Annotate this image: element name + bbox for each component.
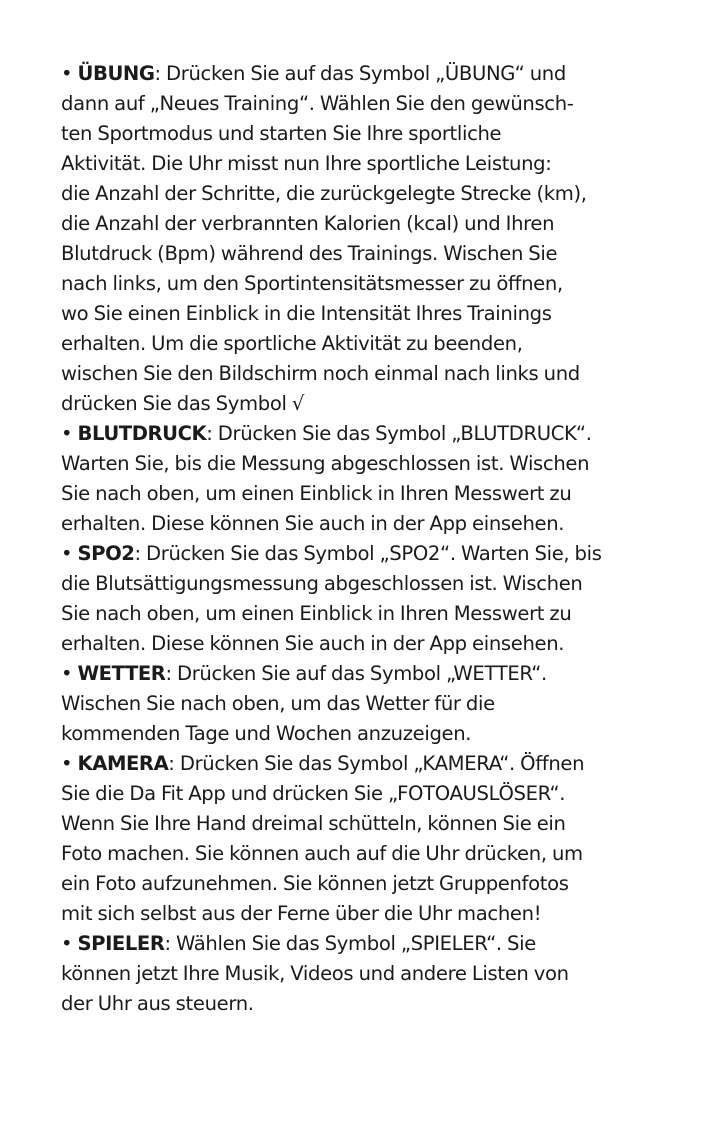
section-blutdruck	[61, 419, 661, 539]
section-first-line: • BLUTDRUCK: Drücken Sie das Symbol „BLUTDRUCK“.	[61, 422, 592, 445]
section-heading: SPO2	[77, 542, 135, 565]
section-heading: BLUTDRUCK	[77, 422, 207, 445]
body-line: Aktivität. Die Uhr misst nun Ihre sportliche Leistung:	[61, 152, 552, 175]
section-kamera	[61, 749, 661, 929]
body-line: Sie die Da Fit App und drücken Sie „FOTOAUSLÖSER“.	[61, 782, 566, 805]
body-line: dann auf „Neues Training“. Wählen Sie den gewünsch-	[61, 92, 574, 115]
body-line: Sie nach oben, um einen Einblick in Ihren Messwert zu	[61, 482, 572, 505]
body-line: wischen Sie den Bildschirm noch einmal nach links und	[61, 362, 580, 385]
section-heading: SPIELER	[77, 932, 165, 955]
section-wetter	[61, 659, 661, 749]
section-text: : Wählen Sie das Symbol „SPIELER“. Sie	[164, 932, 536, 955]
body-line: Foto machen. Sie können auch auf die Uhr drücken, um	[61, 842, 583, 865]
body-line: können jetzt Ihre Musik, Videos und andere Listen von	[61, 962, 569, 985]
body-line: erhalten. Diese können Sie auch in der App einsehen.	[61, 632, 565, 655]
section-spo2	[61, 539, 661, 659]
body-line: erhalten. Um die sportliche Aktivität zu beenden,	[61, 332, 523, 355]
section-heading: ÜBUNG	[77, 62, 155, 85]
section-heading: WETTER	[77, 662, 166, 685]
manual-page	[61, 59, 661, 1019]
body-line: nach links, um den Sportintensitätsmesser zu öffnen,	[61, 272, 563, 295]
section-text: : Drücken Sie auf das Symbol „WETTER“.	[165, 662, 547, 685]
section-text: : Drücken Sie das Symbol „BLUTDRUCK“.	[206, 422, 592, 445]
body-line: die Blutsättigungsmessung abgeschlossen ist. Wischen	[61, 572, 583, 595]
section-first-line: • KAMERA: Drücken Sie das Symbol „KAMERA“. Öffnen	[61, 752, 585, 775]
section-spieler	[61, 929, 661, 1019]
body-line: drücken Sie das Symbol √	[61, 392, 304, 415]
body-line: Wenn Sie Ihre Hand dreimal schütteln, können Sie ein	[61, 812, 566, 835]
body-line: Warten Sie, bis die Messung abgeschlossen ist. Wischen	[61, 452, 590, 475]
body-line: der Uhr aus steuern.	[61, 992, 254, 1015]
section-first-line: • WETTER: Drücken Sie auf das Symbol „WETTER“.	[61, 662, 547, 685]
section-text: : Drücken Sie das Symbol „KAMERA“. Öffnen	[168, 752, 585, 775]
body-line: ein Foto aufzunehmen. Sie können jetzt Gruppenfotos	[61, 872, 569, 895]
body-line: die Anzahl der verbrannten Kalorien (kcal) und Ihren	[61, 212, 555, 235]
body-line: Blutdruck (Bpm) während des Trainings. Wischen Sie	[61, 242, 558, 265]
section-uebung	[61, 59, 661, 419]
section-text: : Drücken Sie das Symbol „SPO2“. Warten Sie, bis	[134, 542, 602, 565]
body-line: Wischen Sie nach oben, um das Wetter für die	[61, 692, 495, 715]
section-first-line: • SPIELER: Wählen Sie das Symbol „SPIELER“. Sie	[61, 932, 536, 955]
body-line: mit sich selbst aus der Ferne über die Uhr machen!	[61, 902, 542, 925]
body-line: erhalten. Diese können Sie auch in der App einsehen.	[61, 512, 565, 535]
body-line: wo Sie einen Einblick in die Intensität Ihres Trainings	[61, 302, 552, 325]
body-line: die Anzahl der Schritte, die zurückgelegte Strecke (km),	[61, 182, 587, 205]
section-first-line: • ÜBUNG: Drücken Sie auf das Symbol „ÜBUNG“ und	[61, 62, 566, 85]
section-first-line: • SPO2: Drücken Sie das Symbol „SPO2“. Warten Sie, bis	[61, 542, 602, 565]
section-heading: KAMERA	[77, 752, 169, 775]
body-line: Sie nach oben, um einen Einblick in Ihren Messwert zu	[61, 602, 572, 625]
body-line: kommenden Tage und Wochen anzuzeigen.	[61, 722, 472, 745]
body-line: ten Sportmodus und starten Sie Ihre sportliche	[61, 122, 502, 145]
section-text: : Drücken Sie auf das Symbol „ÜBUNG“ und	[154, 62, 566, 85]
